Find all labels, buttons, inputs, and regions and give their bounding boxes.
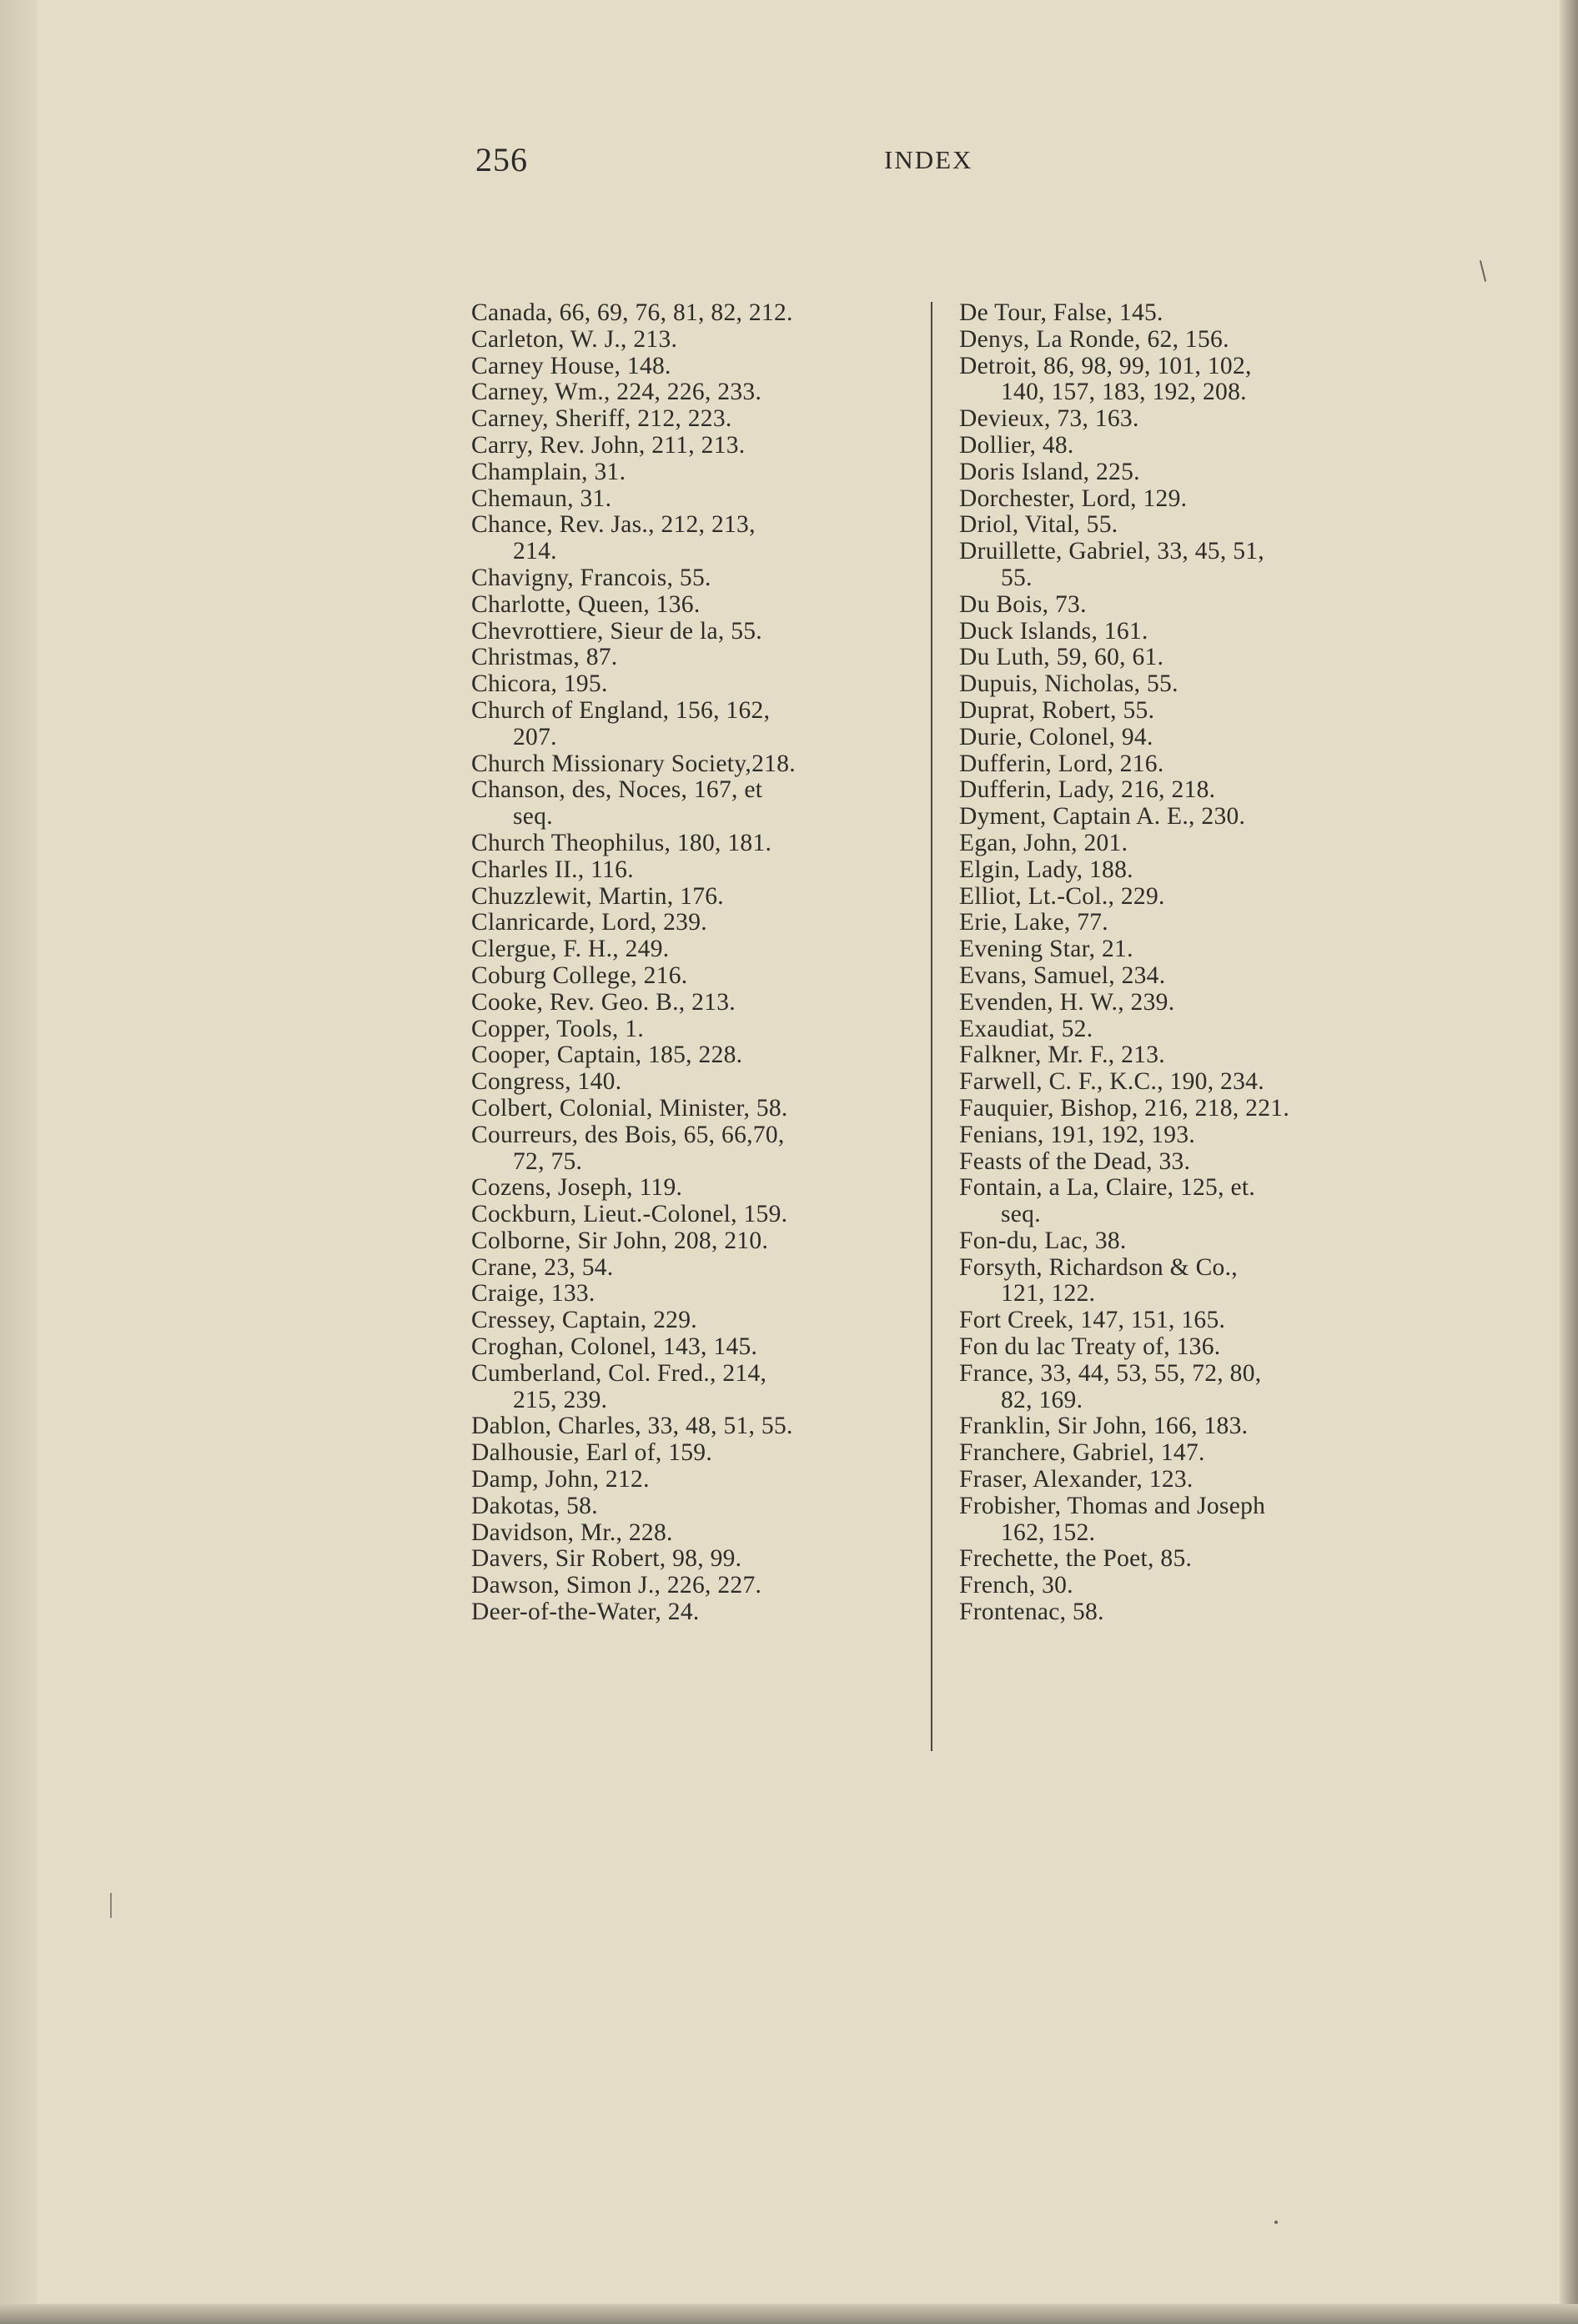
index-entry: Egan, John, 201. bbox=[959, 829, 1128, 856]
index-entry-continuation: 207. bbox=[513, 723, 557, 750]
index-entry: Chavigny, Francois, 55. bbox=[471, 564, 711, 591]
index-entry: Congress, 140. bbox=[471, 1068, 622, 1096]
index-entry: Fon-du, Lac, 38. bbox=[959, 1227, 1127, 1254]
index-entry: Dorchester, Lord, 129. bbox=[959, 484, 1188, 512]
index-entry: Chicora, 195. bbox=[471, 670, 608, 698]
index-entry-continuation: 214. bbox=[513, 538, 557, 565]
index-entry: Charles II., 116. bbox=[471, 856, 634, 883]
page-number: 256 bbox=[475, 141, 528, 178]
index-entry: Carry, Rev. John, 211, 213. bbox=[471, 431, 746, 459]
index-entry: Christmas, 87. bbox=[471, 644, 618, 671]
index-entry: Exaudiat, 52. bbox=[959, 1015, 1093, 1042]
index-entry: Durie, Colonel, 94. bbox=[959, 723, 1153, 750]
index-entry: Erie, Lake, 77. bbox=[959, 909, 1108, 936]
index-entry: Carleton, W. J., 213. bbox=[471, 325, 678, 353]
index-entry: Copper, Tools, 1. bbox=[471, 1015, 644, 1042]
index-entry: Feasts of the Dead, 33. bbox=[959, 1147, 1191, 1175]
index-entry: Detroit, 86, 98, 99, 101, 102, bbox=[959, 352, 1252, 379]
index-entry-continuation: 215, 239. bbox=[513, 1386, 608, 1413]
index-entry: Devieux, 73, 163. bbox=[959, 405, 1139, 433]
index-entry-continuation: 82, 169. bbox=[1001, 1386, 1083, 1413]
running-head bbox=[475, 140, 1176, 180]
index-entry: Damp, John, 212. bbox=[471, 1466, 650, 1493]
index-entry: Franchere, Gabriel, 147. bbox=[959, 1439, 1205, 1467]
page-bottom-edge bbox=[0, 2304, 1578, 2324]
index-entry: Cumberland, Col. Fred., 214, bbox=[471, 1359, 767, 1387]
index-entry: Fort Creek, 147, 151, 165. bbox=[959, 1307, 1226, 1334]
index-entry: Du Bois, 73. bbox=[959, 590, 1087, 618]
index-entry: Cockburn, Lieut.-Colonel, 159. bbox=[471, 1201, 788, 1228]
index-entry: Fenians, 191, 192, 193. bbox=[959, 1121, 1196, 1148]
index-entry: Fon du lac Treaty of, 136. bbox=[959, 1333, 1221, 1361]
ink-speck bbox=[1274, 2221, 1278, 2224]
index-entry: Canada, 66, 69, 76, 81, 82, 212. bbox=[471, 299, 793, 326]
index-entry: Dawson, Simon J., 226, 227. bbox=[471, 1572, 762, 1599]
index-entry-continuation: 140, 157, 183, 192, 208. bbox=[1001, 379, 1247, 406]
index-entry: Evening Star, 21. bbox=[959, 936, 1133, 963]
index-entry: Denys, La Ronde, 62, 156. bbox=[959, 325, 1229, 353]
index-entry: Colbert, Colonial, Minister, 58. bbox=[471, 1094, 788, 1122]
index-entry: Craige, 133. bbox=[471, 1280, 596, 1308]
index-entry: French, 30. bbox=[959, 1572, 1073, 1599]
index-entry: Cozens, Joseph, 119. bbox=[471, 1174, 683, 1202]
index-entry: Forsyth, Richardson & Co., bbox=[959, 1253, 1238, 1281]
pencil-mark bbox=[110, 1893, 112, 1918]
index-entry: Dufferin, Lord, 216. bbox=[959, 750, 1164, 777]
index-entry-continuation: 162, 152. bbox=[1001, 1518, 1096, 1546]
index-entry: Frontenac, 58. bbox=[959, 1599, 1104, 1626]
index-entry: Dyment, Captain A. E., 230. bbox=[959, 803, 1246, 831]
index-entry: Fontain, a La, Claire, 125, et. bbox=[959, 1174, 1256, 1202]
index-entry: Courreurs, des Bois, 65, 66,70, bbox=[471, 1121, 785, 1148]
index-entry: Chanson, des, Noces, 167, et bbox=[471, 776, 763, 804]
index-entry: Clergue, F. H., 249. bbox=[471, 936, 670, 963]
index-entry-continuation: 72, 75. bbox=[513, 1147, 583, 1175]
index-entry: Dablon, Charles, 33, 48, 51, 55. bbox=[471, 1413, 793, 1440]
index-entry: Franklin, Sir John, 166, 183. bbox=[959, 1413, 1249, 1440]
page-right-edge bbox=[1560, 0, 1578, 2324]
index-entry: Dupuis, Nicholas, 55. bbox=[959, 670, 1178, 698]
index-entry: Doris Island, 225. bbox=[959, 458, 1140, 485]
index-entry: Church of England, 156, 162, bbox=[471, 696, 771, 724]
index-entry-continuation: seq. bbox=[513, 803, 553, 831]
index-entry: Carney, Sheriff, 212, 223. bbox=[471, 405, 732, 433]
index-entry: Croghan, Colonel, 143, 145. bbox=[471, 1333, 758, 1361]
index-entry: Evenden, H. W., 239. bbox=[959, 988, 1175, 1016]
index-entry: Dalhousie, Earl of, 159. bbox=[471, 1439, 713, 1467]
index-entry: France, 33, 44, 53, 55, 72, 80, bbox=[959, 1359, 1262, 1387]
index-entry: Cooke, Rev. Geo. B., 213. bbox=[471, 988, 736, 1016]
index-entry: Carney House, 148. bbox=[471, 352, 671, 379]
index-entry: Davidson, Mr., 228. bbox=[471, 1518, 673, 1546]
index-entry: Falkner, Mr. F., 213. bbox=[959, 1042, 1165, 1069]
index-entry: Cooper, Captain, 185, 228. bbox=[471, 1042, 743, 1069]
index-entry: Deer-of-the-Water, 24. bbox=[471, 1599, 700, 1626]
index-entry: Church Theophilus, 180, 181. bbox=[471, 829, 772, 856]
index-entry: De Tour, False, 145. bbox=[959, 299, 1163, 326]
index-entry: Duck Islands, 161. bbox=[959, 617, 1148, 645]
index-column-right bbox=[959, 300, 1410, 1626]
index-entry: Clanricarde, Lord, 239. bbox=[471, 909, 707, 936]
column-divider bbox=[931, 302, 932, 1751]
index-entry: Elliot, Lt.-Col., 229. bbox=[959, 882, 1165, 910]
index-entry: Chuzzlewit, Martin, 176. bbox=[471, 882, 724, 910]
index-entry: Elgin, Lady, 188. bbox=[959, 856, 1133, 883]
index-entry: Frechette, the Poet, 85. bbox=[959, 1545, 1193, 1573]
index-entry: Dufferin, Lady, 216, 218. bbox=[959, 776, 1216, 804]
index-entry: Chemaun, 31. bbox=[471, 484, 612, 512]
index-entry: Duprat, Robert, 55. bbox=[959, 696, 1155, 724]
index-entry: Evans, Samuel, 234. bbox=[959, 961, 1166, 989]
index-entry: Druillette, Gabriel, 33, 45, 51, bbox=[959, 538, 1264, 565]
index-entry: Colborne, Sir John, 208, 210. bbox=[471, 1227, 769, 1254]
index-entry: Dollier, 48. bbox=[959, 431, 1074, 459]
index-entry: Fraser, Alexander, 123. bbox=[959, 1466, 1194, 1493]
index-entry: Coburg College, 216. bbox=[471, 961, 688, 989]
index-entry: Driol, Vital, 55. bbox=[959, 511, 1118, 539]
page-title: INDEX bbox=[884, 145, 973, 174]
index-entry-continuation: 55. bbox=[1001, 564, 1033, 591]
index-entry: Champlain, 31. bbox=[471, 458, 626, 485]
index-entry: Crane, 23, 54. bbox=[471, 1253, 614, 1281]
index-entry: Church Missionary Society,218. bbox=[471, 750, 796, 777]
index-entry: Farwell, C. F., K.C., 190, 234. bbox=[959, 1068, 1264, 1096]
index-entry: Carney, Wm., 224, 226, 233. bbox=[471, 379, 762, 406]
index-entry-continuation: 121, 122. bbox=[1001, 1280, 1096, 1308]
index-entry: Chance, Rev. Jas., 212, 213, bbox=[471, 511, 756, 539]
index-entry: Chevrottiere, Sieur de la, 55. bbox=[471, 617, 762, 645]
index-entry-continuation: seq. bbox=[1001, 1201, 1041, 1228]
index-entry: Du Luth, 59, 60, 61. bbox=[959, 644, 1164, 671]
index-column-left bbox=[471, 300, 926, 1626]
page-gutter-shade bbox=[0, 0, 37, 2324]
pencil-mark bbox=[1480, 260, 1486, 282]
index-entry: Charlotte, Queen, 136. bbox=[471, 590, 701, 618]
index-entry: Frobisher, Thomas and Joseph bbox=[959, 1492, 1266, 1519]
index-entry: Davers, Sir Robert, 98, 99. bbox=[471, 1545, 742, 1573]
index-entry: Fauquier, Bishop, 216, 218, 221. bbox=[959, 1094, 1290, 1122]
index-entry: Dakotas, 58. bbox=[471, 1492, 598, 1519]
index-entry: Cressey, Captain, 229. bbox=[471, 1307, 697, 1334]
